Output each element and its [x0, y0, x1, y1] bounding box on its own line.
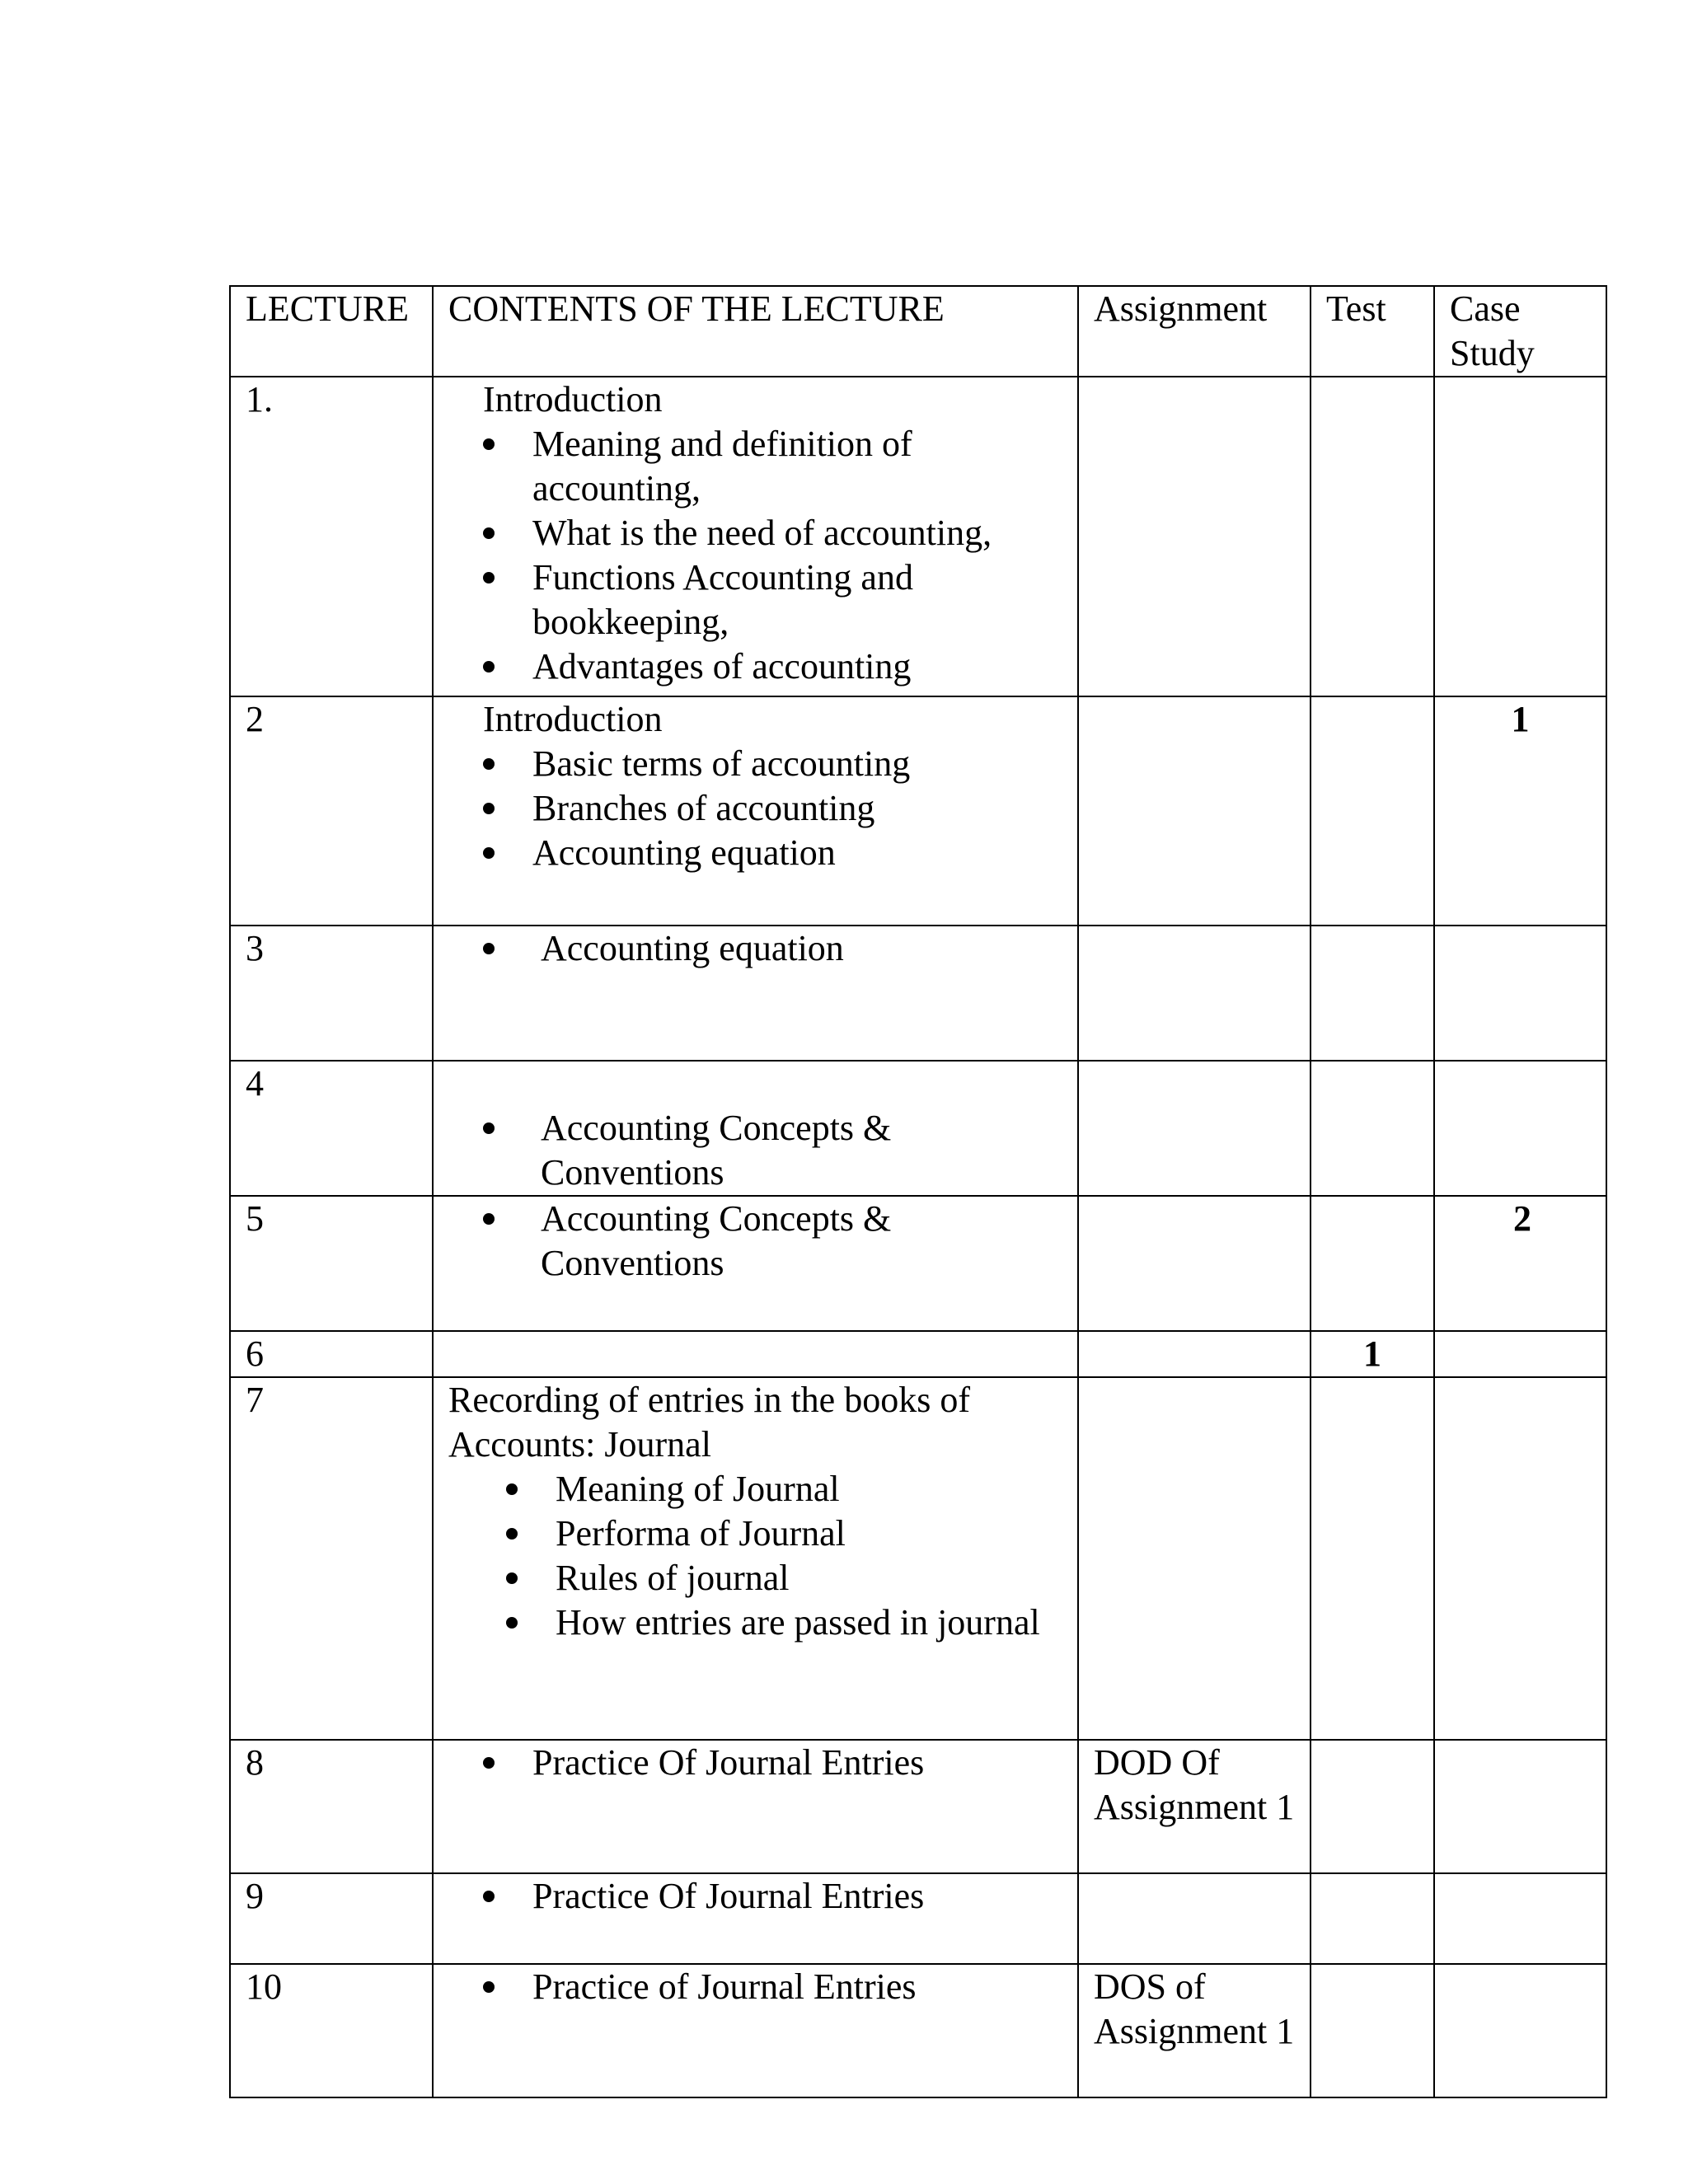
test-cell	[1311, 926, 1434, 1061]
bullet-icon	[483, 1891, 495, 1902]
bullet-list	[483, 1741, 1062, 1785]
assignment-cell	[1078, 1196, 1311, 1331]
assignment-cell: DOD Of Assignment 1	[1078, 1740, 1311, 1873]
lecture-number: 3	[230, 926, 433, 1061]
list-item: Accounting equation	[483, 926, 1062, 971]
lecture-contents	[433, 1331, 1078, 1377]
list-item: Meaning of Journal	[506, 1467, 1062, 1511]
case-study-cell	[1434, 696, 1606, 926]
list-item: What is the need of accounting,	[483, 511, 1062, 555]
table-row	[230, 377, 1606, 696]
assignment-cell	[1078, 926, 1311, 1061]
case-study-cell	[1434, 1377, 1606, 1740]
list-item: Accounting Concepts & Conventions	[483, 1197, 1062, 1286]
assignment-cell	[1078, 1061, 1311, 1196]
lecture-number: 1.	[230, 377, 433, 696]
bullet-list	[483, 1874, 1062, 1919]
list-item: Meaning and definition of accounting,	[483, 422, 1062, 511]
assignment-cell	[1078, 377, 1311, 696]
test-cell	[1311, 1196, 1434, 1331]
table-row	[230, 926, 1606, 1061]
bullet-list	[506, 1467, 1062, 1645]
lecture-number: 8	[230, 1740, 433, 1873]
case-study-number: 1	[1511, 699, 1530, 739]
bullet-icon	[483, 572, 495, 583]
list-item: Accounting Concepts & Conventions	[483, 1106, 1062, 1195]
header-contents: CONTENTS OF THE LECTURE	[433, 286, 1078, 377]
bullet-icon	[483, 943, 495, 954]
bullet-icon	[483, 803, 495, 814]
case-study-cell	[1434, 926, 1606, 1061]
lecture-contents	[433, 1873, 1078, 1964]
list-item: Practice Of Journal Entries	[483, 1741, 1062, 1785]
header-lecture: LECTURE	[230, 286, 433, 377]
header-case-study: Case Study	[1434, 286, 1606, 377]
list-item: Functions Accounting and bookkeeping,	[483, 555, 1062, 644]
lecture-contents	[433, 377, 1078, 696]
bullet-icon	[483, 527, 495, 539]
lecture-number: 5	[230, 1196, 433, 1331]
lecture-contents	[433, 1377, 1078, 1740]
case-study-cell	[1434, 377, 1606, 696]
lecture-number: 7	[230, 1377, 433, 1740]
contents-heading: Recording of entries in the books of Accounts: Journal	[448, 1380, 970, 1465]
case-study-cell	[1434, 1964, 1606, 2097]
lecture-contents	[433, 696, 1078, 926]
bullet-icon	[506, 1483, 518, 1495]
bullet-icon	[483, 1757, 495, 1769]
table-row	[230, 1377, 1606, 1740]
test-cell	[1311, 1061, 1434, 1196]
test-cell	[1311, 1873, 1434, 1964]
case-study-cell	[1434, 1873, 1606, 1964]
case-study-cell	[1434, 1196, 1606, 1331]
test-cell	[1311, 377, 1434, 696]
test-cell	[1311, 1740, 1434, 1873]
assignment-cell: DOS of Assignment 1	[1078, 1964, 1311, 2097]
bullet-list	[483, 422, 1062, 689]
list-item: Advantages of accounting	[483, 644, 1062, 689]
list-item: Practice of Journal Entries	[483, 1965, 1062, 2009]
table-header-row	[230, 286, 1606, 377]
bullet-list	[483, 742, 1062, 875]
bullet-icon	[483, 847, 495, 859]
lecture-contents	[433, 1196, 1078, 1331]
assignment-cell	[1078, 1873, 1311, 1964]
bullet-icon	[483, 438, 495, 450]
table-row	[230, 1740, 1606, 1873]
bullet-list	[483, 1965, 1062, 2009]
bullet-list	[483, 1106, 1062, 1195]
table-row	[230, 1196, 1606, 1331]
case-study-number: 2	[1513, 1198, 1531, 1239]
list-item: Basic terms of accounting	[483, 742, 1062, 786]
assignment-cell	[1078, 1331, 1311, 1377]
test-cell	[1311, 1964, 1434, 2097]
header-assignment: Assignment	[1078, 286, 1311, 377]
lecture-contents	[433, 1740, 1078, 1873]
bullet-icon	[483, 1213, 495, 1225]
table-row	[230, 1061, 1606, 1196]
lecture-number: 2	[230, 696, 433, 926]
lecture-contents	[433, 1061, 1078, 1196]
list-item: Performa of Journal	[506, 1511, 1062, 1556]
lecture-contents	[433, 926, 1078, 1061]
header-test: Test	[1311, 286, 1434, 377]
list-item: Accounting equation	[483, 831, 1062, 875]
lecture-number: 10	[230, 1964, 433, 2097]
test-cell	[1311, 1331, 1434, 1377]
bullet-icon	[506, 1617, 518, 1629]
table-row	[230, 1964, 1606, 2097]
lecture-number: 4	[230, 1061, 433, 1196]
table-row	[230, 1873, 1606, 1964]
table-row	[230, 696, 1606, 926]
case-study-cell	[1434, 1740, 1606, 1873]
bullet-list	[483, 926, 1062, 971]
list-item: Branches of accounting	[483, 786, 1062, 831]
test-cell	[1311, 1377, 1434, 1740]
test-number: 1	[1363, 1333, 1381, 1374]
contents-heading: Introduction	[483, 379, 663, 419]
table-row	[230, 1331, 1606, 1377]
bullet-icon	[506, 1528, 518, 1540]
list-item: Practice Of Journal Entries	[483, 1874, 1062, 1919]
bullet-icon	[483, 1122, 495, 1134]
bullet-list	[483, 1197, 1062, 1286]
lecture-number: 9	[230, 1873, 433, 1964]
contents-heading: Introduction	[483, 699, 663, 739]
bullet-icon	[483, 661, 495, 673]
lecture-number: 6	[230, 1331, 433, 1377]
case-study-cell	[1434, 1331, 1606, 1377]
list-item: Rules of journal	[506, 1556, 1062, 1601]
assignment-cell	[1078, 1377, 1311, 1740]
case-study-cell	[1434, 1061, 1606, 1196]
list-item: How entries are passed in journal	[506, 1601, 1062, 1645]
test-cell	[1311, 696, 1434, 926]
bullet-icon	[483, 1981, 495, 1993]
lecture-contents	[433, 1964, 1078, 2097]
bullet-icon	[506, 1572, 518, 1584]
assignment-cell	[1078, 696, 1311, 926]
lecture-plan-table	[229, 285, 1607, 2098]
bullet-icon	[483, 758, 495, 770]
